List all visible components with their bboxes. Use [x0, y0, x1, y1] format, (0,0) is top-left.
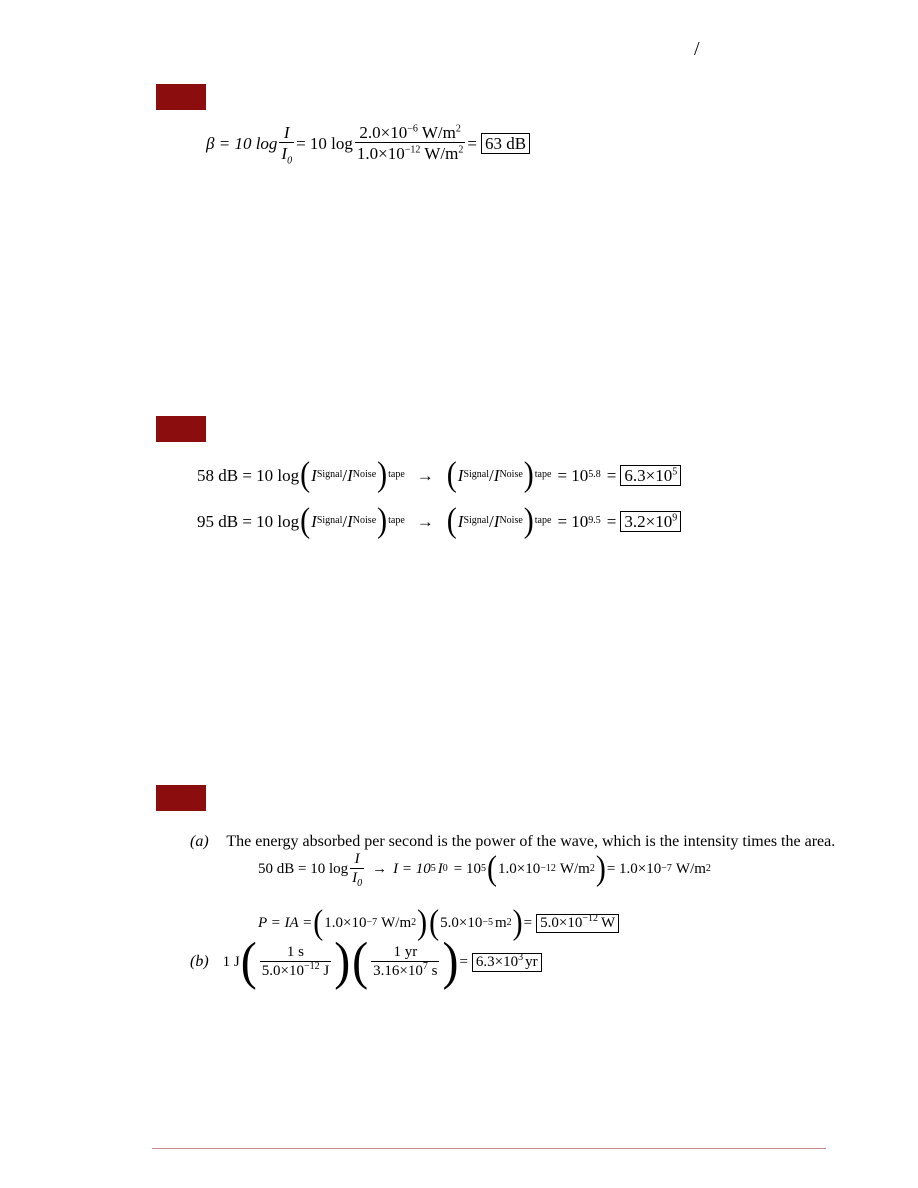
num-unit: W/m [421, 123, 456, 142]
den-subscript: 0 [357, 878, 363, 889]
slash: / [489, 511, 494, 531]
answer-unit: yr [525, 953, 538, 970]
fraction-numerator: 1 s [286, 944, 304, 960]
equals-sign: = [467, 133, 477, 153]
answer-value: 5.0×10 [540, 914, 583, 931]
var-i: I [311, 511, 317, 531]
equation-tape-58db: 58 dB = 10 log ( I Signal / I Noise ) tape → ( I Signal / I Noise ) tape = 10 5.8 = $6.3\times 10^5$ [197, 460, 681, 490]
equals-10log: = 10 log [296, 133, 353, 153]
p2-unit: m [495, 914, 507, 931]
equation-lhs: β = 10 log [206, 133, 278, 153]
paren-open: ( [486, 849, 497, 888]
answer-value: 3.2×10 [624, 511, 673, 531]
equals-10: = 10 [557, 511, 589, 531]
den-exp: 7 [422, 961, 428, 972]
fraction-numerator [357, 124, 462, 142]
var-i: I [311, 465, 317, 485]
den-unit: J [323, 963, 330, 979]
part-b-lhs: 1 J [222, 953, 240, 970]
equation-sound-level [206, 123, 530, 167]
paren-close: ) [377, 455, 388, 494]
answer-box [620, 465, 681, 486]
part-a-text: The energy absorbed per second is the power of the wave, which is the intensity times the area. [226, 833, 836, 850]
paren-close: ) [523, 501, 534, 540]
answer-box [472, 953, 542, 972]
problem-marker-1 [156, 84, 206, 110]
den-exp: −12 [303, 961, 320, 972]
fraction-i-over-i0 [279, 123, 294, 167]
num-exponent: −6 [407, 123, 418, 135]
den-value: 1.0×10 [356, 144, 405, 163]
answer-exp: −12 [582, 912, 598, 924]
paren-open: ( [300, 455, 311, 494]
fraction-years-per-second [371, 945, 439, 979]
paren-value: 1.0×10 [497, 860, 541, 877]
part-b-equation [190, 932, 542, 991]
equals-sign: = [606, 465, 617, 485]
footer-rule [152, 1148, 826, 1149]
answer-box [620, 511, 681, 532]
equation-lhs: 95 dB = 10 log [197, 511, 300, 531]
slash: / [489, 465, 494, 485]
var-i: I [493, 511, 500, 531]
paren-close: ) [512, 903, 523, 942]
answer-value: 6.3×10 [475, 953, 519, 970]
den-unit-exp: 2 [458, 144, 464, 156]
var-i: I [493, 465, 500, 485]
problem-marker-3 [156, 785, 206, 811]
var-i: I [457, 465, 464, 485]
slash: / [342, 465, 348, 485]
result-value: = 1.0×10 [606, 860, 662, 877]
paren-unit: W/m [559, 860, 590, 877]
paren-open: ( [352, 932, 369, 991]
p1-unit: W/m [381, 914, 412, 931]
num-value: 2.0×10 [359, 123, 408, 142]
fraction-denominator [371, 961, 439, 979]
slash: / [342, 511, 348, 531]
den-unit: W/m [424, 144, 459, 163]
arrow: → [416, 511, 434, 531]
paren-open: ( [429, 903, 440, 942]
part-a-statement [190, 834, 835, 850]
paren-close: ) [334, 932, 351, 991]
result-unit: W/m [675, 860, 706, 877]
paren-open: ( [446, 455, 457, 494]
fraction-numerator: 1 yr [393, 944, 418, 960]
var-i: I [347, 465, 353, 485]
arrow: → [372, 860, 388, 877]
paren-close: ) [595, 849, 606, 888]
fraction-denominator [279, 142, 294, 167]
answer-exp: 3 [518, 951, 524, 963]
equation-lhs: 58 dB = 10 log [197, 465, 300, 485]
p1-value: 1.0×10 [324, 914, 367, 931]
paren-open: ( [446, 501, 457, 540]
fraction-denominator [260, 961, 331, 979]
equation-lhs: 50 dB = 10 log [258, 860, 349, 877]
den-symbol: I [281, 144, 288, 163]
fraction-numerator: I [354, 851, 360, 867]
paren-close: ) [377, 501, 388, 540]
equals-sign: = [459, 953, 468, 970]
part-a-label: (a) [190, 833, 209, 850]
num-unit-exp: 2 [455, 123, 461, 135]
equation-intensity: 50 dB = 10 log $\frac{I}{I_0}$ → I = 10 5 I 0 = 10 5 ( 1.0×10 −12 W/m 2 ) = 1.0×10 −7 W/m 2 [258, 849, 711, 889]
p2-value: 5.0×10 [440, 914, 483, 931]
rhs-c: = 10 [453, 860, 481, 877]
den-exponent: −12 [404, 144, 421, 156]
answer-exponent: 9 [672, 511, 678, 523]
fraction-i-over-i0 [350, 851, 364, 889]
equation-tape-95db: 95 dB = 10 log ( I Signal / I Noise ) tape → ( I Signal / I Noise ) tape = 10 9.5 = $3.2\times 10^9$ [197, 506, 681, 536]
paren-open: ( [240, 932, 257, 991]
fraction-numerator: I [283, 123, 290, 142]
rhs-b: I [437, 860, 443, 877]
fraction-seconds-per-joule [260, 945, 331, 979]
equation-lhs: P = IA = [258, 914, 313, 931]
arrow: → [416, 465, 434, 485]
paren-close: ) [523, 455, 534, 494]
den-value: 5.0×10 [261, 963, 304, 979]
answer-value: 6.3×10 [624, 465, 673, 485]
var-i: I [347, 511, 353, 531]
den-unit: s [431, 963, 438, 979]
answer-exponent: 5 [672, 465, 678, 477]
paren-close: ) [442, 932, 459, 991]
part-b-label: (b) [190, 953, 209, 970]
den-value: 3.16×10 [373, 963, 423, 979]
paren-close: ) [417, 903, 428, 942]
answer-box [536, 914, 619, 933]
fraction-denominator [355, 142, 465, 162]
fraction-denominator [350, 868, 364, 889]
fraction-intensity-ratio [355, 124, 465, 162]
answer-unit: W [601, 914, 616, 931]
rhs-a: I = 10 [393, 860, 431, 877]
paren-open: ( [300, 501, 311, 540]
equals-sign: = [606, 511, 617, 531]
var-i: I [457, 511, 464, 531]
equation-power: P = IA = ( 1.0×10 −7 W/m 2 ) ( 5.0×10 −5 m 2 ) = $5.0\times 10^{-12}$ W [258, 908, 619, 938]
equals-10: = 10 [557, 465, 589, 485]
header-slash: / [694, 38, 700, 60]
answer-box: 63 dB [481, 133, 530, 154]
equals-sign: = [523, 914, 533, 931]
den-subscript: 0 [287, 155, 293, 167]
den-symbol: I [352, 870, 358, 886]
problem-marker-2 [156, 416, 206, 442]
paren-open: ( [313, 903, 324, 942]
